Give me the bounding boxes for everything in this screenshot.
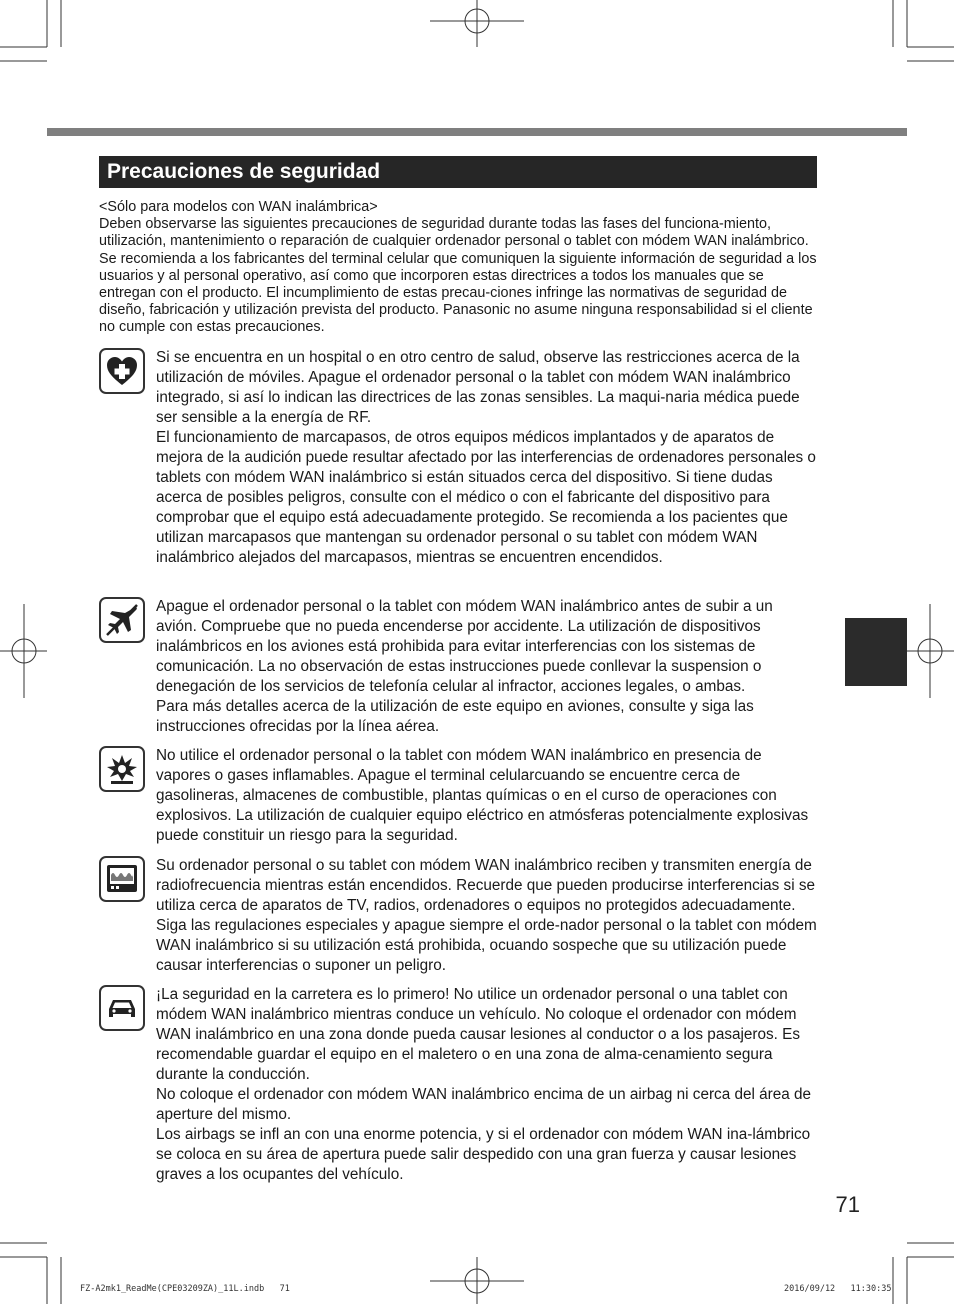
car-icon — [99, 985, 145, 1031]
precaution-car-text — [156, 985, 817, 1185]
paragraph: Si se encuentra en un hospital o en otro centro de salud, observe las restricciones acerca de la utilización de móviles. Apague el ordenador personal o la tablet con módem WAN inalámbrico integrado, si así lo indican las directrices de las zonas sensibles. La maqui-naria médica puede ser sensible a la energía de RF. — [156, 349, 800, 426]
page-number: 71 — [835, 1192, 860, 1217]
precaution-flammable-text — [156, 746, 817, 846]
footer-timestamp: 2016/09/12 11:30:35 — [784, 1284, 892, 1294]
hospital-heart-icon — [99, 348, 145, 394]
paragraph: No coloque el ordenador con módem WAN inalámbrico encima de un airbag ni cerca del área de aperture del mismo. — [156, 1086, 812, 1123]
airplane-prohibited-icon — [99, 597, 145, 643]
intro-paragraph: Deben observarse las siguientes precauciones de seguridad durante todas las fases del funciona-miento, utilización, mantenimiento o reparación de cualquier ordenador personal o tablet con módem WAN inalámbrico. Se recomienda a los fabricantes del terminal celular que comuniquen la siguiente información de seguridad a los usuarios y al personal operativo, así como que incorporen estas directrices a todos los manuales que se entregan con el producto. El incumplimiento de estas precau-ciones infringe las normativas de seguridad de diseño, fabricación y utilización prevista del producto. Panasonic no asume ninguna responsabilidad si el cliente no cumple con estas precauciones. — [99, 216, 817, 336]
flammable-explosion-icon — [99, 746, 145, 792]
paragraph: ¡La seguridad en la carretera es lo primero! No utilice un ordenador personal o una tablet con módem WAN inalámbrico mientras conduce un vehículo. No coloque el ordenador con módem WAN inalámbrico en una zona donde pueda causar lesiones al conductor o a los pasajeros. Es recomendable guardar el equipo en el maletero o en una zona de alma-cenamiento segura durante la conducción. — [156, 986, 800, 1083]
precaution-airplane-text — [156, 597, 817, 737]
intro-heading: <Sólo para modelos con WAN inalámbrica> — [99, 199, 378, 215]
precaution-hospital-text — [156, 348, 817, 568]
precaution-tv-text — [156, 856, 817, 976]
footer-file-info: FZ-A2mk1_ReadMe(CPE03209ZA)_11L.indb 71 — [80, 1284, 290, 1294]
intro-block — [99, 199, 817, 337]
chapter-tab — [845, 618, 907, 686]
top-rule — [47, 128, 907, 136]
paragraph: Su ordenador personal o su tablet con módem WAN inalámbrico reciben y transmiten energía de radiofrecuencia mientras están encendidos. Recuerde que pueden producirse interferencias si se utiliza cerca de aparatos de TV, radios, ordenadores o equipos no protegidos adecuadamente. Siga las regulaciones especiales y apague siempre el orde-nador personal o la tablet con módem WAN inalámbrico si su utilización está prohibida, ocuando sospeche que su utilización puede causar interferencias o suponer un peligro. — [156, 857, 817, 974]
paragraph: No utilice el ordenador personal o la tablet con módem WAN inalámbrico en presencia de vapores o gases inflamables. Apague el terminal celularcuando se encuentre cerca de gasolineras, almacenes de combustible, plantas químicas o en el curso de operaciones con explosivos. La utilización de cualquier equipo eléctrico en atmósferas potencialmente explosivas puede constituir un riesgo para la seguridad. — [156, 747, 809, 844]
paragraph: Los airbags se infl an con una enorme potencia, y si el ordenador con módem WAN ina-lámbrico se coloca en su área de apertura puede salir despedido con una gran fuerza y causar lesiones graves a los ocupantes del vehículo. — [156, 1126, 811, 1183]
section-title: Precauciones de seguridad — [99, 156, 817, 188]
paragraph: Para más detalles acerca de la utilización de este equipo en aviones, consulte y siga las instrucciones ofrecidas por la línea aérea. — [156, 698, 754, 735]
paragraph: Apague el ordenador personal o la tablet con módem WAN inalámbrico antes de subir a un avión. Compruebe que no pueda encenderse por accidente. La utilización de dispositivos inalámbricos en los aviones está prohibida para evitar interferencias con los sistemas de comunicación. La no observación de estas instrucciones puede conllevar la suspension o denegación de los servicios de telefonía celular al infractor, acciones legales, o ambas. — [156, 598, 773, 695]
paragraph: El funcionamiento de marcapasos, de otros equipos médicos implantados y de aparatos de mejora de la audición puede resultar afectado por las interferencias de ordenadores personales o tablets con módem WAN inalámbrico si están situados cerca del dispositivo. Si tiene dudas acerca de posibles peligros, consulte con el médico o con el fabricante del dispositivo para comprobar que el equipo está adecuadamente protegido. Se recomienda a los pacientes que utilizan marcapasos que mantengan su ordenador personal o su tablet con módem WAN inalámbrico alejados del marcapasos, mientras se encuentren encendidos. — [156, 429, 816, 566]
tv-interference-icon — [99, 856, 145, 902]
